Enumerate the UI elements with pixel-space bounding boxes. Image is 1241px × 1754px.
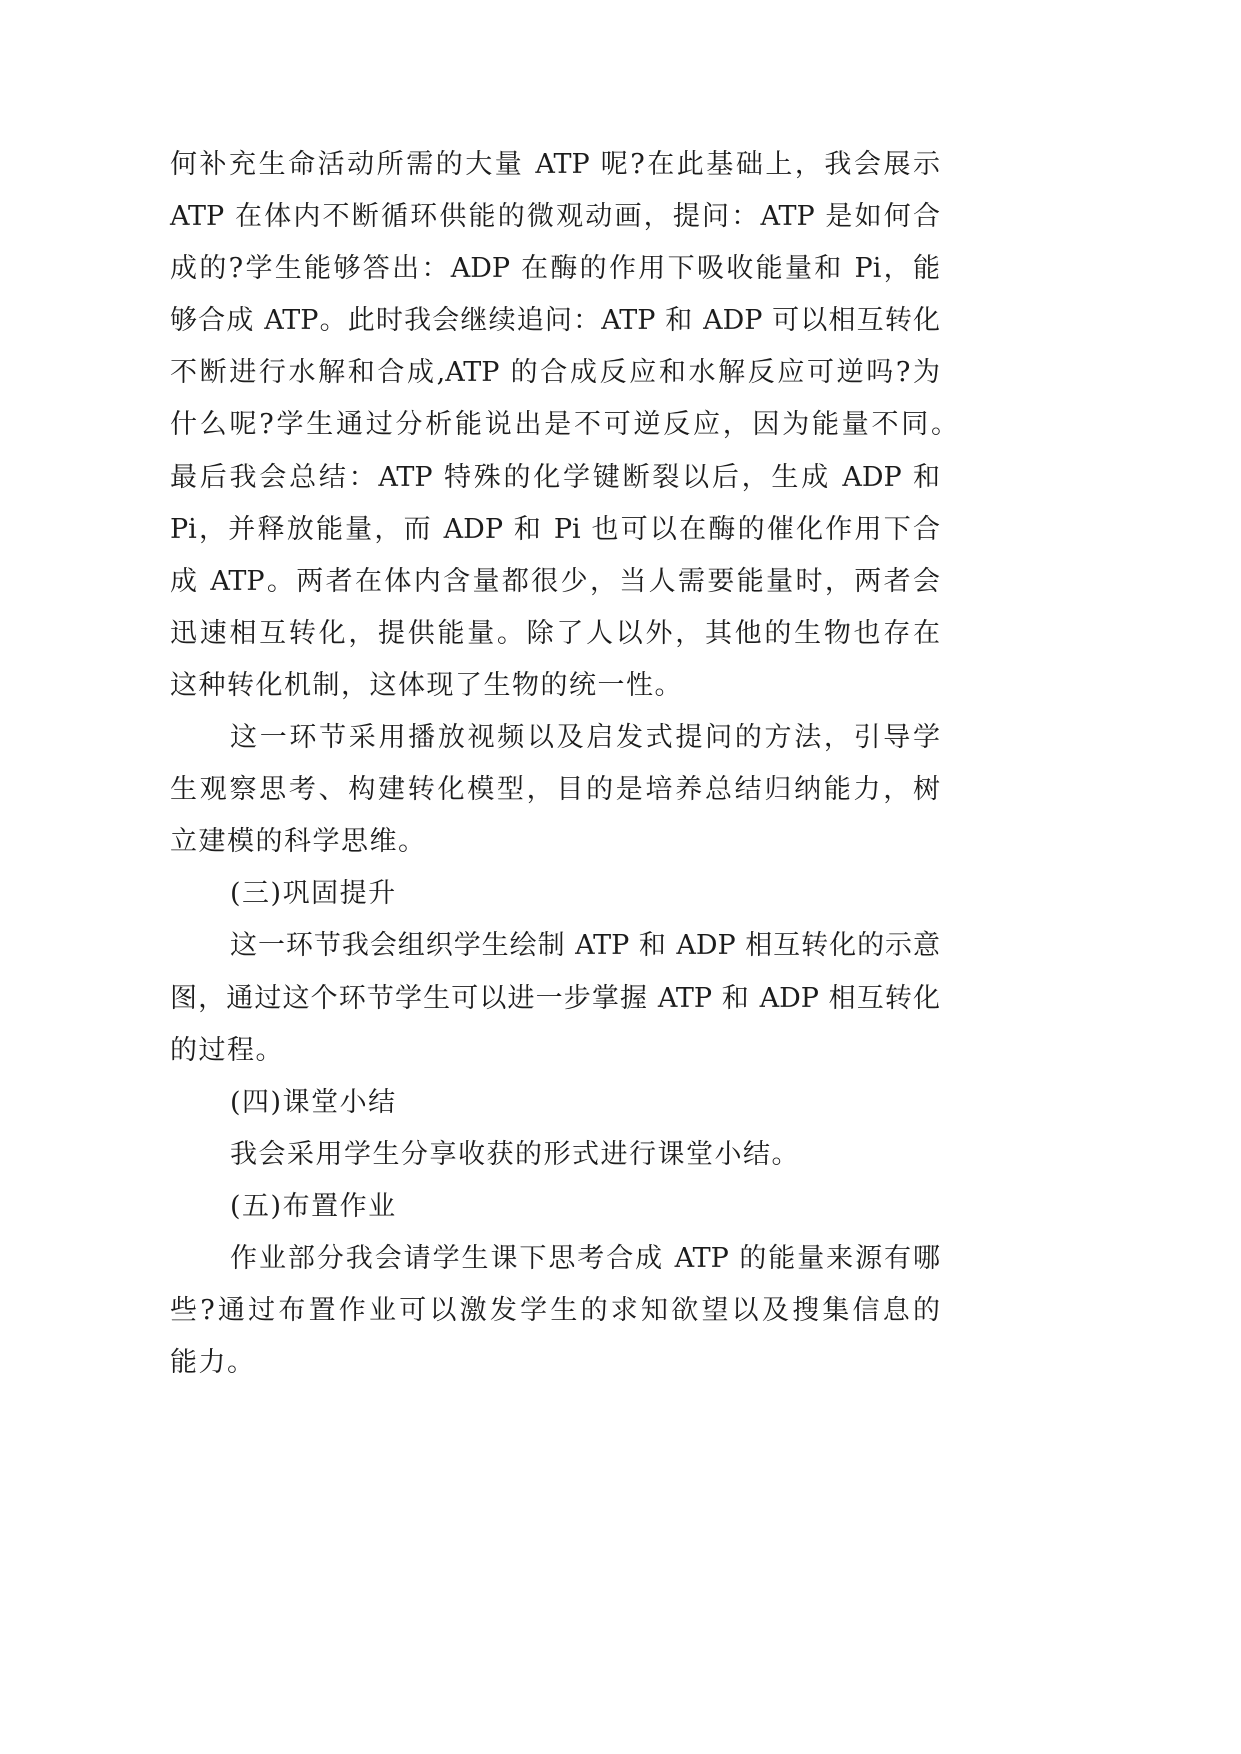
text-line: 些?通过布置作业可以激发学生的求知欲望以及搜集信息的 [170, 1295, 940, 1327]
text-line: 生观察思考、构建转化模型，目的是培养总结归纳能力，树 [170, 774, 940, 806]
text-line: 我会采用学生分享收获的形式进行课堂小结。 [230, 1138, 800, 1170]
section-summary [170, 1077, 940, 1181]
paragraph [170, 712, 940, 868]
section-homework [170, 1181, 940, 1389]
section-heading: (五)布置作业 [230, 1190, 397, 1222]
section-heading: (四)课堂小结 [230, 1086, 397, 1118]
text-line: 成的?学生能够答出：ADP 在酶的作用下吸收能量和 Pi，能 [170, 253, 940, 285]
document-body [170, 139, 958, 1389]
text-line: 迅速相互转化，提供能量。除了人以外，其他的生物也存在 [170, 617, 940, 649]
text-line: 不断进行水解和合成,ATP 的合成反应和水解反应可逆吗?为 [170, 357, 940, 389]
text-line: 这种转化机制，这体现了生物的统一性。 [170, 669, 683, 701]
text-line: 最后我会总结：ATP 特殊的化学键断裂以后，生成 ADP 和 [170, 461, 940, 493]
section-consolidation [170, 868, 940, 1076]
text-line: 作业部分我会请学生课下思考合成 ATP 的能量来源有哪 [230, 1242, 940, 1274]
text-line: 什么呢?学生通过分析能说出是不可逆反应，因为能量不同。 [170, 409, 958, 441]
text-line: 这一环节我会组织学生绘制 ATP 和 ADP 相互转化的示意 [230, 930, 940, 962]
text-line: ATP 在体内不断循环供能的微观动画，提问：ATP 是如何合 [170, 201, 940, 233]
text-line: Pi，并释放能量，而 ADP 和 Pi 也可以在酶的催化作用下合 [170, 513, 940, 545]
text-line: 成 ATP。两者在体内含量都很少，当人需要能量时，两者会 [170, 565, 940, 597]
text-line: 够合成 ATP。此时我会继续追问：ATP 和 ADP 可以相互转化 [170, 305, 940, 337]
text-line: 的过程。 [170, 1034, 284, 1066]
text-line: 图，通过这个环节学生可以进一步掌握 ATP 和 ADP 相互转化 [170, 982, 940, 1014]
paragraph [170, 139, 958, 712]
text-line: 能力。 [170, 1347, 256, 1379]
text-line: 立建模的科学思维。 [170, 826, 427, 858]
text-line: 何补充生命活动所需的大量 ATP 呢?在此基础上，我会展示 [170, 149, 940, 180]
text-line: 这一环节采用播放视频以及启发式提问的方法，引导学 [230, 722, 940, 754]
section-heading: (三)巩固提升 [230, 878, 397, 910]
